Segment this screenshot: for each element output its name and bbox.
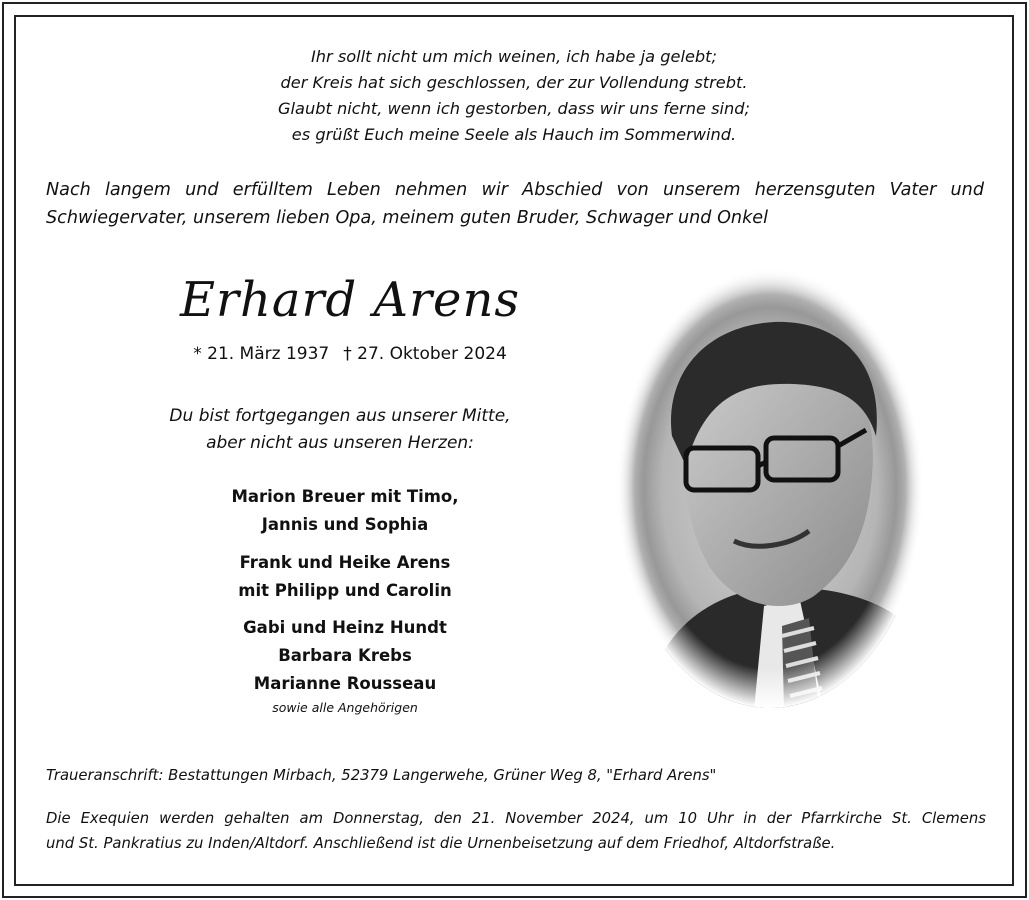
memorial-poem [14, 44, 1014, 148]
funeral-info [46, 806, 986, 856]
family-member-line: Marion Breuer mit Timo, [231, 487, 459, 506]
life-dates [170, 342, 530, 366]
family-group [140, 614, 550, 698]
farewell-line: aber nicht aus unseren Herzen: [206, 433, 474, 453]
family-member-line: Barbara Krebs [278, 646, 412, 665]
funeral-line: Die Exequien werden gehalten am Donnerstag, den 21. November 2024, um 10 Uhr in der Pfarrkirche St. Clemens [46, 810, 986, 827]
family-group [140, 483, 550, 539]
farewell-line: Du bist fortgegangen aus unserer Mitte, [169, 406, 511, 426]
family-member-line: Gabi und Heinz Hundt [243, 618, 447, 637]
intro-line: Nach langem und erfülltem Leben nehmen wir Abschied von unserem herzensguten Vater und [46, 180, 984, 200]
portrait-photo [614, 266, 926, 710]
intro-text [46, 176, 984, 232]
mourning-address: Traueranschrift: Bestattungen Mirbach, 52379 Langerwehe, Grüner Weg 8, "Erhard Arens" [46, 767, 717, 784]
family-member-line: Frank und Heike Arens [239, 553, 451, 572]
family-member-line: Jannis und Sophia [261, 515, 429, 534]
funeral-line: und St. Pankratius zu Inden/Altdorf. Anschließend ist die Urnenbeisetzung auf dem Friedhof, Altdorfstraße. [46, 835, 836, 852]
death-date: † 27. Oktober 2024 [343, 344, 507, 364]
relatives-note: sowie alle Angehörigen [272, 700, 418, 715]
farewell-verse [130, 403, 550, 457]
poem-line: Glaubt nicht, wenn ich gestorben, dass wir uns ferne sind; [277, 99, 750, 118]
deceased-name: Erhard Arens [179, 272, 520, 328]
family-member-line: mit Philipp und Carolin [238, 581, 452, 600]
poem-line: es grüßt Euch meine Seele als Hauch im Sommerwind. [291, 125, 737, 144]
birth-date: * 21. März 1937 [193, 344, 330, 364]
poem-line: der Kreis hat sich geschlossen, der zur Vollendung strebt. [280, 73, 748, 92]
family-group [140, 549, 550, 605]
intro-line: Schwiegervater, unserem lieben Opa, meinem guten Bruder, Schwager und Onkel [46, 208, 768, 228]
family-member-line: Marianne Rousseau [253, 674, 437, 693]
poem-line: Ihr sollt nicht um mich weinen, ich habe ja gelebt; [311, 47, 717, 66]
